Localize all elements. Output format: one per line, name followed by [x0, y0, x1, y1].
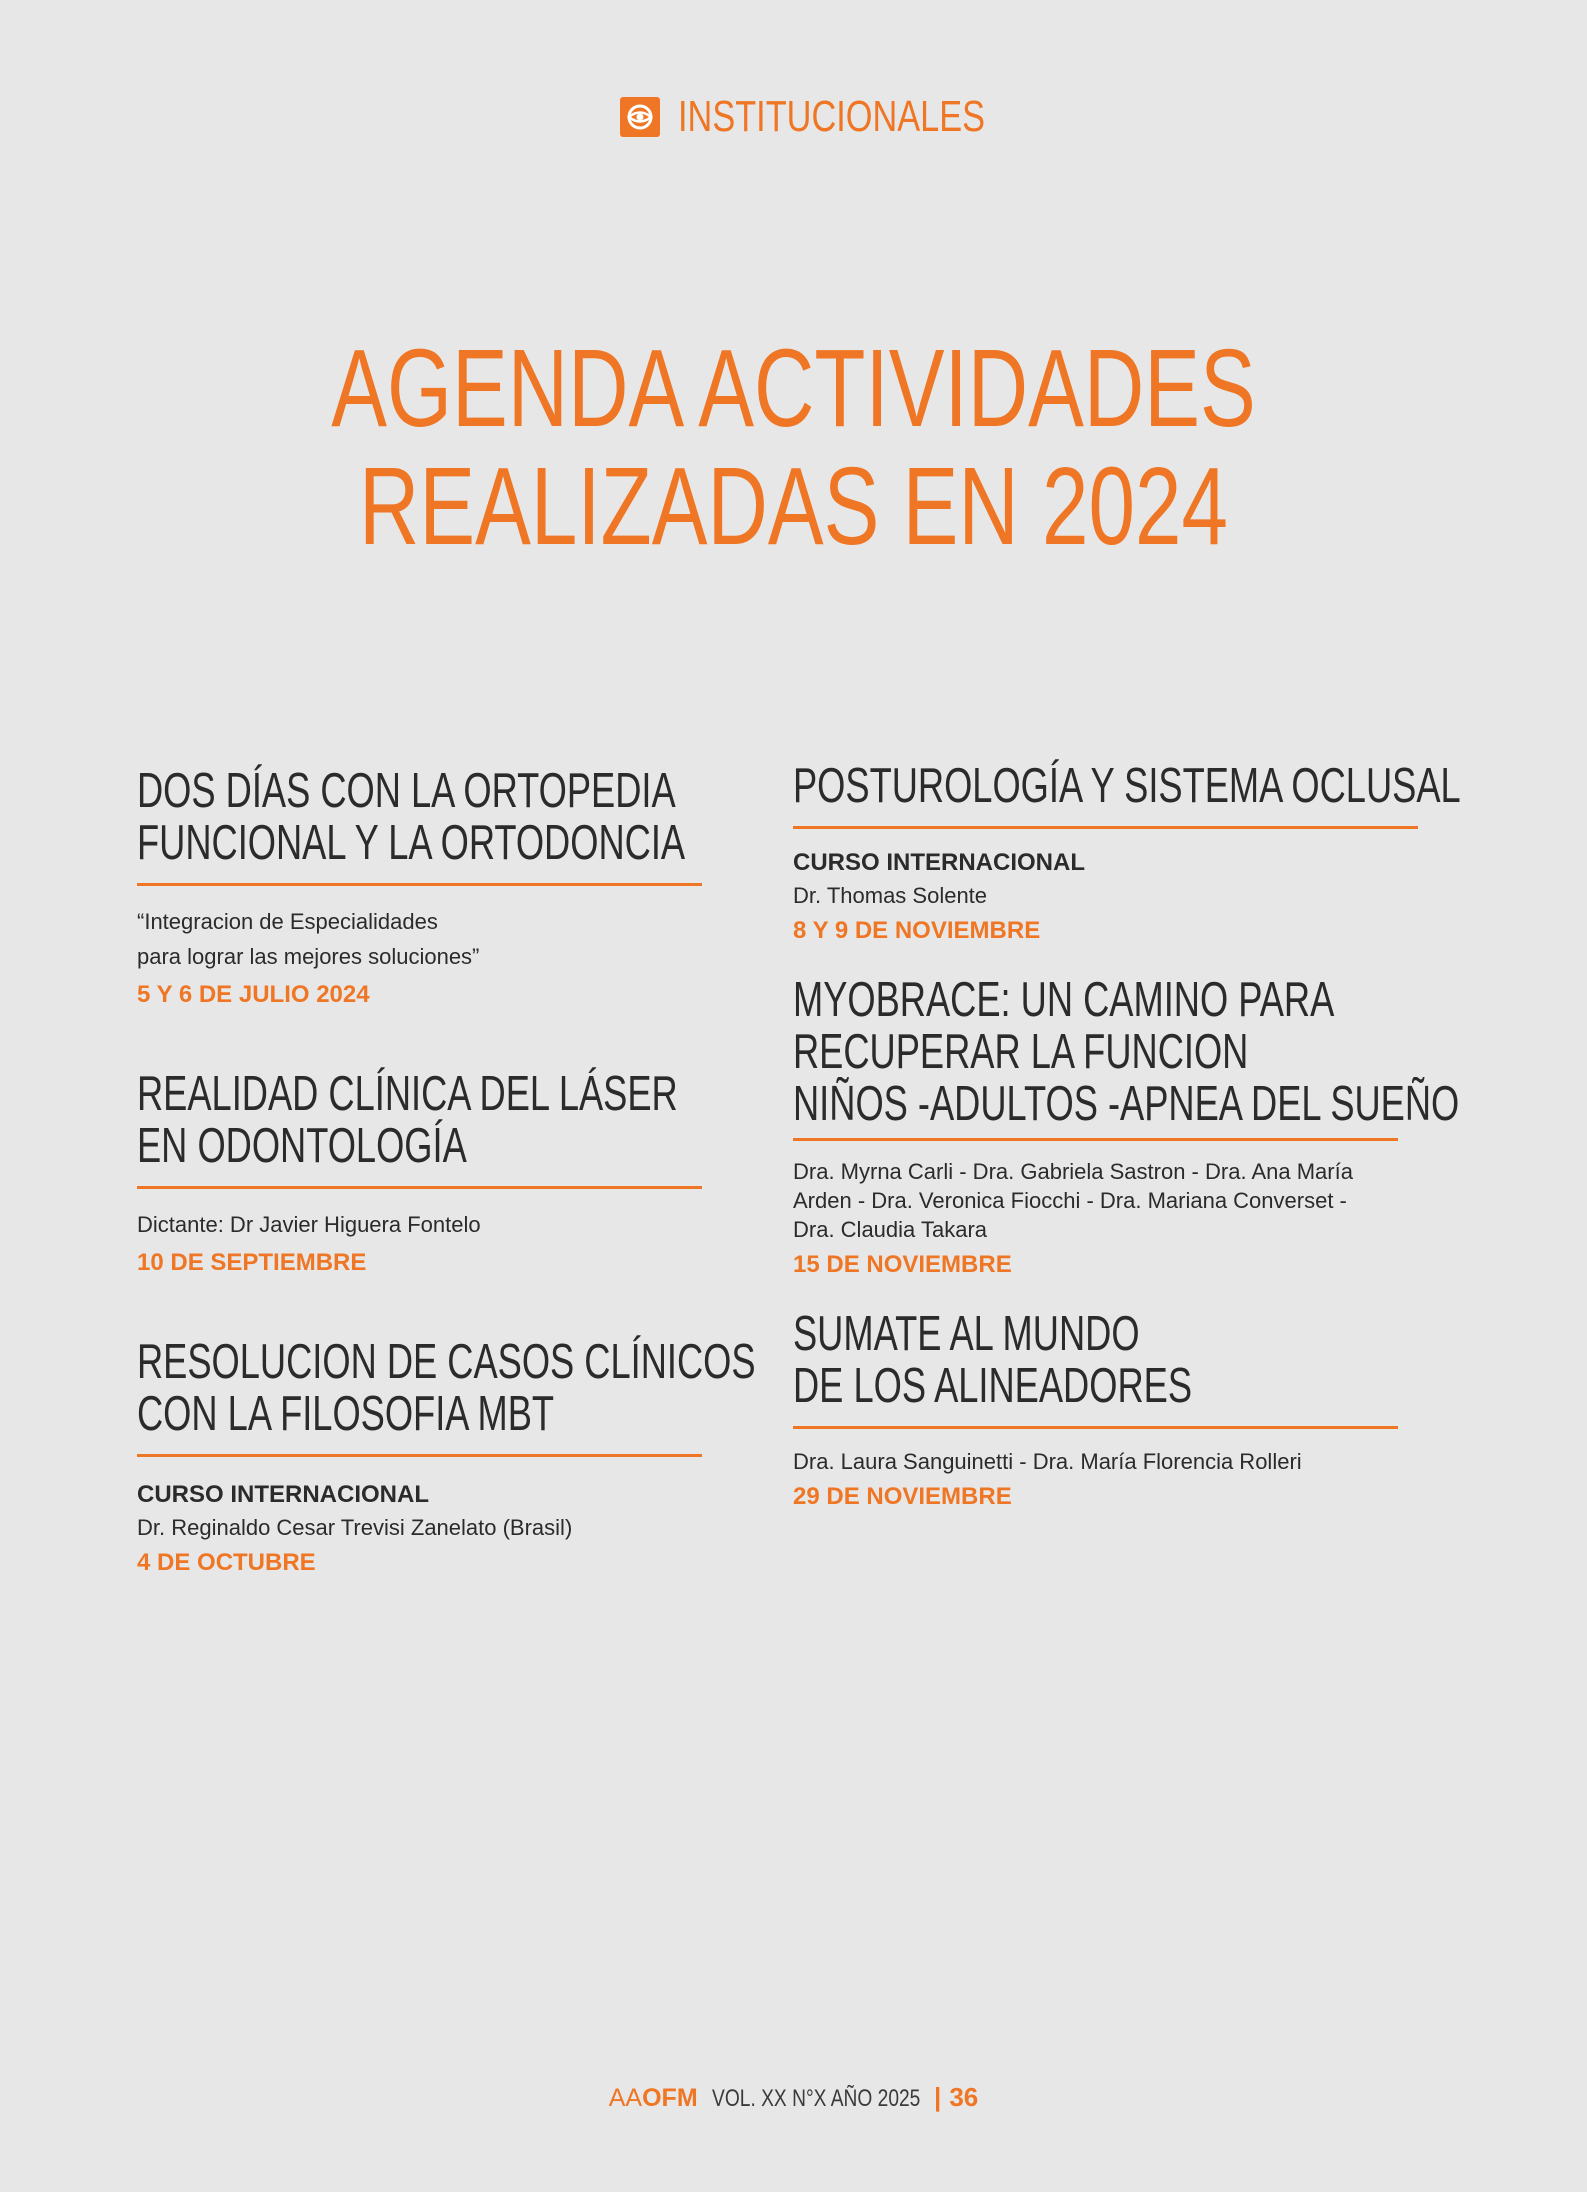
- event-description: Arden - Dra. Veronica Fiocchi - Dra. Mariana Converset -: [793, 1188, 1347, 1213]
- section-header: [0, 92, 1587, 142]
- event-description: Dra. Laura Sanguinetti - Dra. María Florencia Rolleri: [793, 1449, 1302, 1474]
- footer-separator: |: [934, 2082, 942, 2112]
- event-title-line: DOS DÍAS CON LA ORTOPEDIA: [137, 764, 676, 818]
- event-date: 10 DE SEPTIEMBRE: [137, 1249, 367, 1276]
- footer-brand-light: AA: [608, 2084, 643, 2112]
- event-title-line: POSTUROLOGÍA Y SISTEMA OCLUSAL: [793, 759, 1461, 813]
- event-laser: [137, 1068, 702, 1280]
- event-description: Dr. Reginaldo Cesar Trevisi Zanelato (Brasil): [137, 1515, 573, 1540]
- page-title: [0, 327, 1587, 568]
- event-divider: [793, 826, 1418, 829]
- left-column: [137, 764, 756, 1580]
- event-posturologia: [793, 759, 1461, 948]
- event-divider: [793, 1138, 1398, 1141]
- event-myobrace: [793, 973, 1460, 1282]
- event-title-line: RECUPERAR LA FUNCION: [793, 1025, 1249, 1079]
- event-title-line: MYOBRACE: UN CAMINO PARA: [793, 973, 1335, 1027]
- event-divider: [137, 1454, 702, 1457]
- footer-volume: VOL. XX N°X AÑO 2025: [711, 2085, 921, 2112]
- event-description: “Integracion de Especialidades: [137, 909, 438, 934]
- event-date: 15 DE NOVIEMBRE: [793, 1251, 1012, 1278]
- section-label: INSTITUCIONALES: [677, 92, 985, 141]
- event-description: Dra. Claudia Takara: [793, 1217, 988, 1242]
- event-description: para lograr las mejores soluciones”: [137, 944, 480, 969]
- event-title-line: CON LA FILOSOFIA MBT: [137, 1387, 555, 1441]
- event-alineadores: [793, 1308, 1418, 1514]
- event-title-line: SUMATE AL MUNDO: [793, 1307, 1140, 1361]
- event-divider: [137, 883, 702, 886]
- event-ortopedia: [137, 765, 702, 1012]
- event-subtitle: CURSO INTERNACIONAL: [793, 849, 1085, 876]
- event-divider: [137, 1186, 702, 1189]
- event-date: 29 DE NOVIEMBRE: [793, 1483, 1012, 1510]
- event-description: Dr. Thomas Solente: [793, 883, 988, 908]
- event-title-line: RESOLUCION DE CASOS CLÍNICOS: [137, 1335, 756, 1389]
- event-description: Dra. Myrna Carli - Dra. Gabriela Sastron - Dra. Ana María: [793, 1159, 1353, 1184]
- page-title-line-2: REALIZADAS EN 2024: [359, 445, 1228, 568]
- event-divider: [793, 1426, 1398, 1429]
- footer-brand: [609, 2084, 698, 2113]
- event-title-line: REALIDAD CLÍNICA DEL LÁSER: [137, 1067, 678, 1121]
- event-date: 4 DE OCTUBRE: [137, 1549, 316, 1576]
- event-description: Dictante: Dr Javier Higuera Fontelo: [137, 1212, 481, 1237]
- right-column: [793, 759, 1461, 1514]
- page-title-line-1: AGENDA ACTIVIDADES: [331, 327, 1256, 450]
- event-title-line: EN ODONTOLOGÍA: [137, 1119, 467, 1173]
- event-title-line: FUNCIONAL Y LA ORTODONCIA: [137, 816, 686, 870]
- event-title-line: NIÑOS -ADULTOS -APNEA DEL SUEÑO: [793, 1077, 1460, 1131]
- page-number: 36: [949, 2082, 979, 2112]
- eye-target-icon: [620, 97, 660, 137]
- event-date: 5 Y 6 DE JULIO 2024: [137, 981, 370, 1008]
- event-mbt: [137, 1335, 756, 1580]
- event-subtitle: CURSO INTERNACIONAL: [137, 1481, 429, 1508]
- event-date: 8 Y 9 DE NOVIEMBRE: [793, 917, 1041, 944]
- footer-brand-bold: OFM: [642, 2084, 698, 2112]
- event-title-line: DE LOS ALINEADORES: [793, 1359, 1193, 1413]
- page-footer: [0, 2082, 1587, 2113]
